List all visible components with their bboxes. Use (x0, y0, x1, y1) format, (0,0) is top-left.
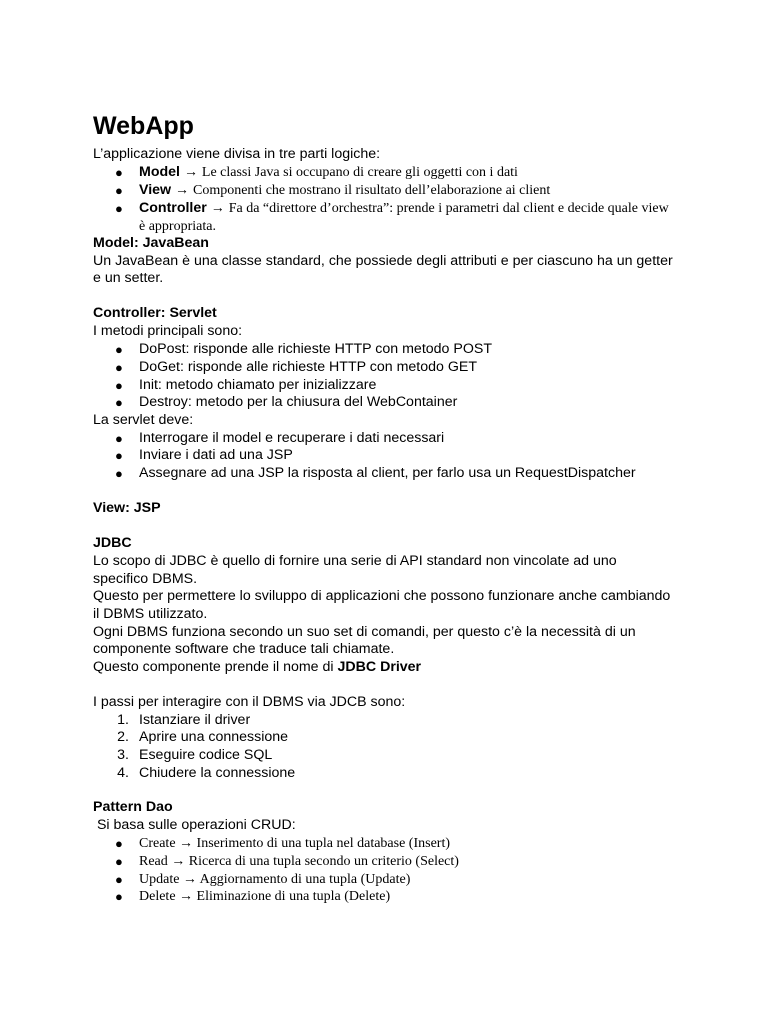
jdbc-driver-name: JDBC Driver (337, 659, 422, 675)
bullet-icon: ● (115, 183, 123, 198)
dao-intro: Si basa sulle operazioni CRUD: (93, 817, 296, 833)
model-text: e un setter. (93, 270, 164, 286)
bullet-icon: ● (115, 201, 123, 216)
controller-heading: Controller: Servlet (93, 305, 217, 321)
intro-text: L’applicazione viene divisa in tre parti logiche: (93, 146, 381, 162)
jdbc-heading: JDBC (93, 535, 132, 551)
bullet-icon: ● (115, 378, 123, 393)
model-heading: Model: JavaBean (93, 235, 209, 251)
arrow-icon: → (210, 201, 225, 216)
jdbc-text: specifico DBMS. (93, 571, 198, 587)
servlet-intro: La servlet deve: (93, 412, 194, 428)
dao-heading: Pattern Dao (93, 799, 173, 815)
steps-intro: I passi per interagire con il DBMS via JDCB sono: (93, 694, 406, 710)
item-text: Componenti che mostrano il risultato dell’elaborazione ai client (192, 183, 551, 198)
model-text: Un JavaBean è una classe standard, che possiede degli attributi e per ciascuno ha un getter (93, 253, 673, 269)
jdbc-text: il DBMS utilizzato. (93, 606, 208, 622)
item-label: Model (139, 164, 180, 180)
bullet-icon: ● (115, 165, 123, 180)
bullet-icon: ● (115, 431, 123, 446)
bullet-icon: ● (115, 836, 123, 851)
jdbc-driver-line: Questo componente prende il nome di JDBC Driver (93, 659, 422, 675)
bullet-icon: ● (115, 360, 123, 375)
arrow-icon: → (183, 165, 198, 180)
bullet-icon: ● (115, 448, 123, 463)
arrow-icon: → (175, 183, 190, 198)
bullet-icon: ● (115, 854, 123, 869)
item-label: View (139, 182, 172, 198)
bullet-icon: ● (115, 342, 123, 357)
page-title: WebApp (93, 112, 194, 140)
jdbc-text: Questo per permettere lo sviluppo di applicazioni che possono funzionare anche cambiando (93, 588, 671, 604)
controller-intro: I metodi principali sono: (93, 323, 243, 339)
bullet-icon: ● (115, 889, 123, 904)
view-heading: View: JSP (93, 500, 161, 516)
item-text: Le classi Java si occupano di creare gli oggetti con i dati (201, 165, 518, 180)
bullet-icon: ● (115, 395, 123, 410)
document-page: WebApp L’applicazione viene divisa in tre parti logiche: ● Model → Le classi Java si occupano di creare gli oggetti con i dati ● View → Componenti che mostrano il risultato dell’elaborazione ai client ● Controller → Fa da “direttore d’orchestra”: prende i parametri dal client e decide quale view è appropriata. Model: JavaBean Un JavaBean è una classe standard, che possiede degli attributi e per ciascuno ha un getter e un setter. Controller: Servlet I metodi principali sono: ● DoPost: risponde alle richieste HTTP con metodo POST ● DoGet: risponde alle richieste HTTP con metodo GET ● Init: metodo chiamato per inizializzare ● Destroy: metodo per la chiusura del WebContainer La servlet deve: ● Interrogare il model e recuperare i dati necessari ● Inviare i dati ad una JSP ● Assegnare ad una JSP la risposta al client, per farlo usa un RequestDispatcher View: JSP JDBC Lo scopo di JDBC è quello di fornire una serie di API standard non vincolate ad uno specifico DBMS. Questo per permettere lo sviluppo di applicazioni che possono funzionare anche cambiando il DBMS utilizzato. Ogni DBMS funziona secondo un suo set di comandi, per questo c’è la necessità di un componente software che traduce tali chiamate. Questo componente prende il nome di JDBC Driver I passi per interagire con il DBMS via JDCB sono: 1. Istanziare il driver 2. Aprire una connessione 3. Eseguire codice SQL 4. Chiudere la connessione Pattern Dao Si basa sulle operazioni CRUD: ● Create → Inserimento di una tupla nel database (Insert) ● Read → Ricerca di una tupla secondo un criterio (Select) ● Update → Aggiornamento di una tupla (Update) ● Delete → Eliminazione di una tupla (Delete) (93, 112, 673, 904)
item-text: Fa da “direttore d’orchestra”: prende i parametri dal client e decide quale view (228, 201, 669, 216)
jdbc-text: componente software che traduce tali chiamate. (93, 641, 395, 657)
bullet-icon: ● (115, 466, 123, 481)
jdbc-text: Ogni DBMS funziona secondo un suo set di comandi, per questo c’è la necessità di un (93, 624, 636, 640)
jdbc-text: Lo scopo di JDBC è quello di fornire una serie di API standard non vincolate ad uno (93, 553, 617, 569)
bullet-icon: ● (115, 872, 123, 887)
item-label: Controller (139, 200, 207, 216)
